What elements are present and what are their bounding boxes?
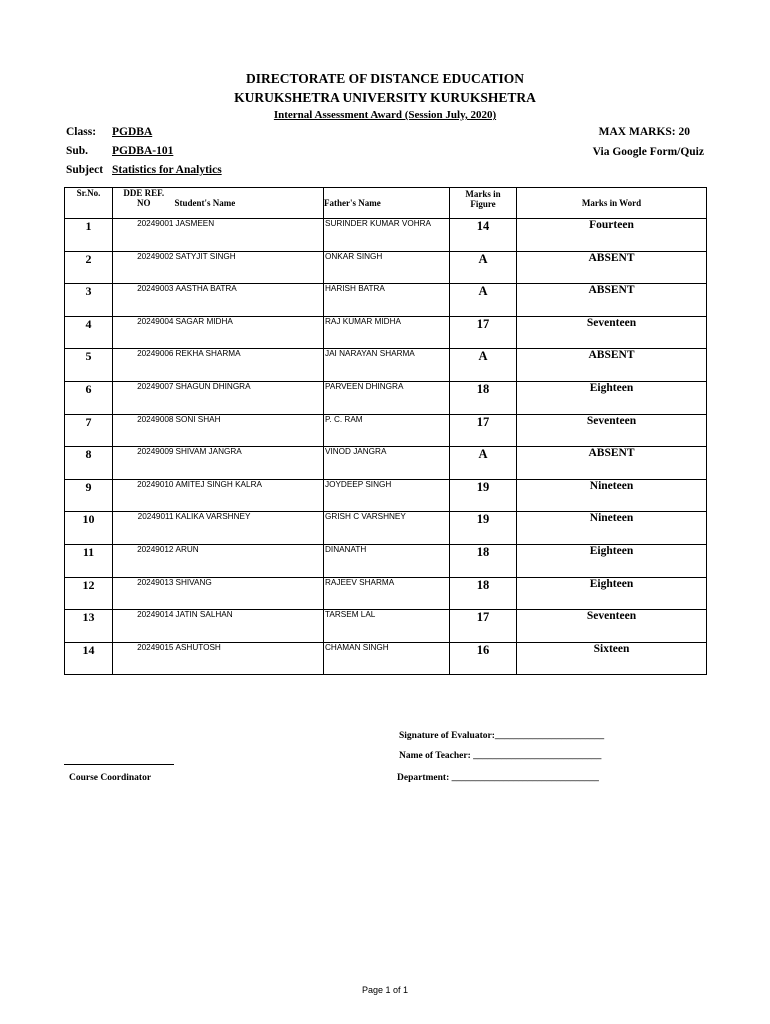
father-name: PARVEEN DHINGRA [324, 381, 450, 414]
table-row [65, 316, 707, 349]
table-row [65, 610, 707, 643]
sr-number: 9 [65, 479, 113, 512]
marks-word: Eighteen [517, 577, 707, 610]
sr-number: 13 [65, 610, 113, 643]
table-row [65, 349, 707, 382]
table-row [65, 251, 707, 284]
ref-number: 20249002 [113, 251, 175, 284]
marks-figure: 16 [450, 642, 517, 675]
marks-figure: 18 [450, 381, 517, 414]
ref-number: 20249012 [113, 544, 175, 577]
header-figure: Marks in Figure [450, 188, 517, 219]
award-table [64, 187, 707, 675]
father-name: SURINDER KUMAR VOHRA [324, 219, 450, 252]
marks-word: Seventeen [517, 316, 707, 349]
marks-figure: A [450, 251, 517, 284]
ref-number: 20249009 [113, 447, 175, 480]
marks-word: ABSENT [517, 284, 707, 317]
table-header-row [65, 188, 707, 219]
father-name: ONKAR SINGH [324, 251, 450, 284]
header-sr: Sr.No. [65, 188, 113, 219]
table-row [65, 284, 707, 317]
sr-number: 10 [65, 512, 113, 545]
student-name: AASTHA BATRA [175, 284, 324, 317]
marks-word: Eighteen [517, 544, 707, 577]
student-name: SHAGUN DHINGRA [175, 381, 324, 414]
table-row [65, 642, 707, 675]
assessment-mode: Via Google Form/Quiz [592, 146, 704, 158]
table-row [65, 414, 707, 447]
father-name: RAJEEV SHARMA [324, 577, 450, 610]
sr-number: 4 [65, 316, 113, 349]
sr-number: 3 [65, 284, 113, 317]
student-name: ASHUTOSH [175, 642, 324, 675]
marks-word: Nineteen [517, 512, 707, 545]
marks-word: ABSENT [517, 349, 707, 382]
course-coordinator-label: Course Coordinator [69, 773, 152, 783]
table-row [65, 512, 707, 545]
table-row [65, 479, 707, 512]
evaluator-signature: Signature of Evaluator:_______________________ [399, 731, 605, 741]
sr-number: 5 [65, 349, 113, 382]
marks-figure: 18 [450, 577, 517, 610]
sr-number: 6 [65, 381, 113, 414]
marks-figure: 17 [450, 316, 517, 349]
father-name: TARSEM LAL [324, 610, 450, 643]
father-name: GRISH C VARSHNEY [324, 512, 450, 545]
ref-number: 20249008 [113, 414, 175, 447]
subject-label: Subject [66, 164, 104, 176]
student-name: AMITEJ SINGH KALRA [175, 479, 324, 512]
coordinator-signature-line [64, 764, 174, 765]
father-name: JAI NARAYAN SHARMA [324, 349, 450, 382]
student-name: REKHA SHARMA [175, 349, 324, 382]
table-row [65, 544, 707, 577]
table-row [65, 381, 707, 414]
student-name: SATYJIT SINGH [175, 251, 324, 284]
father-name: RAJ KUMAR MIDHA [324, 316, 450, 349]
student-name: JASMEEN [175, 219, 324, 252]
ref-number: 20249014 [113, 610, 175, 643]
sr-number: 2 [65, 251, 113, 284]
father-name: DINANATH [324, 544, 450, 577]
student-name: JATIN SALHAN [175, 610, 324, 643]
sub-label: Sub. [66, 145, 89, 157]
marks-figure: 17 [450, 610, 517, 643]
header-ref: DDE REF. NO [113, 188, 175, 219]
class-label: Class: [66, 126, 97, 138]
sr-number: 14 [65, 642, 113, 675]
marks-figure: A [450, 447, 517, 480]
student-name: ARUN [175, 544, 324, 577]
sr-number: 1 [65, 219, 113, 252]
ref-number: 20249006 [113, 349, 175, 382]
father-name: JOYDEEP SINGH [324, 479, 450, 512]
sub-value: PGDBA-101 [112, 145, 174, 157]
university-heading: KURUKSHETRA UNIVERSITY KURUKSHETRA [234, 90, 536, 105]
student-name: SONI SHAH [175, 414, 324, 447]
table-row [65, 577, 707, 610]
sr-number: 7 [65, 414, 113, 447]
ref-number: 20249004 [113, 316, 175, 349]
sr-number: 8 [65, 447, 113, 480]
father-name: VINOD JANGRA [324, 447, 450, 480]
marks-word: Seventeen [517, 414, 707, 447]
marks-figure: 14 [450, 219, 517, 252]
ref-number: 20249003 [113, 284, 175, 317]
header-father: Father's Name [324, 188, 450, 219]
father-name: HARISH BATRA [324, 284, 450, 317]
ref-number: 20249010 [113, 479, 175, 512]
marks-figure: A [450, 284, 517, 317]
marks-figure: 17 [450, 414, 517, 447]
max-marks: MAX MARKS: 20 [598, 126, 690, 138]
directorate-heading: DIRECTORATE OF DISTANCE EDUCATION [246, 71, 524, 86]
subject-value: Statistics for Analytics [112, 164, 222, 176]
father-name: CHAMAN SINGH [324, 642, 450, 675]
marks-figure: 18 [450, 544, 517, 577]
ref-number: 20249007 [113, 381, 175, 414]
header-word: Marks in Word [517, 188, 707, 219]
header-student: Student's Name [175, 188, 324, 219]
marks-word: ABSENT [517, 251, 707, 284]
marks-figure: 19 [450, 479, 517, 512]
department-field: Department: _______________________________ [397, 773, 599, 783]
teacher-name: Name of Teacher: ___________________________ [399, 751, 602, 761]
marks-word: Nineteen [517, 479, 707, 512]
ref-number: 20249013 [113, 577, 175, 610]
father-name: P. C. RAM [324, 414, 450, 447]
marks-word: Fourteen [517, 219, 707, 252]
table-row [65, 447, 707, 480]
marks-figure: 19 [450, 512, 517, 545]
marks-word: Eighteen [517, 381, 707, 414]
ref-number: 20249015 [113, 642, 175, 675]
marks-word: Seventeen [517, 610, 707, 643]
student-name: SHIVAM JANGRA [175, 447, 324, 480]
ref-number: 20249001 [113, 219, 175, 252]
class-value: PGDBA [112, 126, 153, 138]
sr-number: 11 [65, 544, 113, 577]
sr-number: 12 [65, 577, 113, 610]
student-name: SHIVANG [175, 577, 324, 610]
marks-word: Sixteen [517, 642, 707, 675]
student-name: SAGAR MIDHA [175, 316, 324, 349]
page-number: Page 1 of 1 [361, 985, 409, 995]
ref-number: 20249011 [113, 512, 175, 545]
marks-word: ABSENT [517, 447, 707, 480]
student-name: KALIKA VARSHNEY [175, 512, 324, 545]
table-row [65, 219, 707, 252]
award-heading: Internal Assessment Award (Session July, 2020) [273, 109, 497, 121]
marks-figure: A [450, 349, 517, 382]
